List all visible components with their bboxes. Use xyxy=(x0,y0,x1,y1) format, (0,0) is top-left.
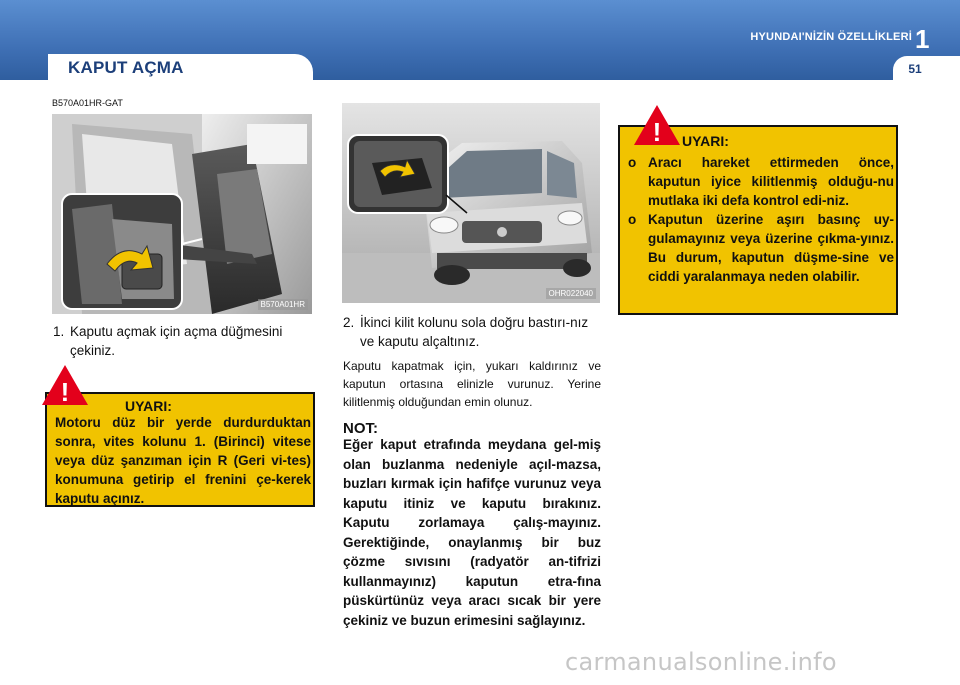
document-code: B570A01HR-GAT xyxy=(52,98,123,108)
step-text: İkinci kilit kolunu sola doğru bastırı-nız ve kaputu alçaltınız. xyxy=(360,315,589,349)
warning-icon xyxy=(632,103,682,147)
watermark: carmanualsonline.info xyxy=(565,648,837,676)
figure-code: B570A01HR xyxy=(258,299,308,310)
warning-label: UYARI: xyxy=(125,398,172,414)
figure-code: OHR022040 xyxy=(546,288,596,299)
list-item xyxy=(628,153,894,210)
chapter-number: 1 xyxy=(915,24,930,54)
warning-list xyxy=(628,153,894,286)
note-title: NOT: xyxy=(343,420,378,437)
list-item-text: Aracı hareket ettirmeden önce, kaputun iyice kilitlenmiş olduğu-nu mutlaka iki defa kontrol edi-niz. xyxy=(648,155,894,208)
list-item xyxy=(628,210,894,286)
svg-text:!: ! xyxy=(60,377,70,407)
warning-box-right xyxy=(618,125,898,315)
step-number: 2. xyxy=(343,315,355,330)
bullet: o xyxy=(628,155,637,170)
step-1 xyxy=(53,322,315,360)
close-hood-paragraph: Kaputu kapatmak için, yukarı kaldırınız ve kaputun ortasına elinizle vurunuz. Yerine kilitlenmiş olduğundan emin olunuz. xyxy=(343,359,601,409)
chapter-title: HYUNDAI'NİZİN ÖZELLİKLERİ xyxy=(750,31,912,43)
step-number: 1. xyxy=(53,324,65,339)
hood-latch-figure xyxy=(342,103,600,303)
warning-label: UYARI: xyxy=(682,133,729,149)
note-text: Eğer kaput etrafında meydana gel-miş olan buzlanma nedeniyle açıl-mazsa, buzları kırmak için hafifçe vurunuz veya kaputu itiniz ve kaputu bırakınız. Kaputu zorlamaya çalış-mayınız. Gerektiğinde, onaylanmış bir buz çözme sıvısını (radyatör an-tifrizi kullanmayınız) kaputun etra-fına püskürtünüz veya aracı sıcak bir yere çekiniz ve buzun erimesini sağlayınız. xyxy=(343,437,601,628)
hood-release-illustration xyxy=(52,114,312,314)
page-number: 51 xyxy=(908,62,922,76)
warning-box-left xyxy=(45,392,315,507)
step-2 xyxy=(343,313,603,351)
section-title: KAPUT AÇMA xyxy=(68,58,184,77)
svg-text:!: ! xyxy=(652,117,662,147)
truck-front-illustration xyxy=(342,103,600,303)
warning-text: Motoru düz bir yerde durdurduktan sonra, vites kolunu 1. (Birinci) vitese veya düz şanzıman için R (Geri vi-tes) konumuna getirip el frenini çe-kerek kaputu açınız. xyxy=(55,415,311,506)
hood-release-figure xyxy=(52,114,312,314)
warning-icon xyxy=(40,363,90,407)
step-text: Kaputu açmak için açma düğmesini çekiniz. xyxy=(70,324,283,358)
bullet: o xyxy=(628,212,637,227)
list-item-text: Kaputun üzerine aşırı basınç uy-gulamayınız veya üzerine çıkma-yınız. Bu durum, kaputun düşme-sine ve ciddi yaralanmaya neden olabilir. xyxy=(648,212,894,284)
